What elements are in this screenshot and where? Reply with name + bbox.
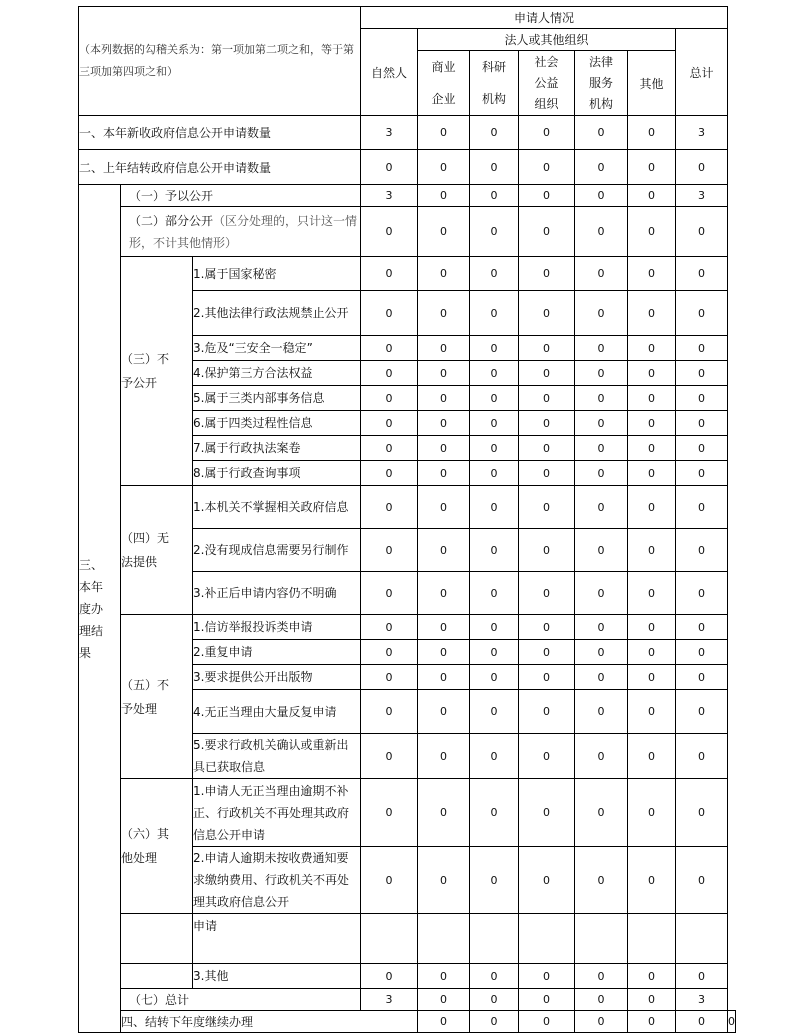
value-cell: 0 (575, 386, 628, 411)
value-cell: 0 (575, 436, 628, 461)
item-label: 1.信访举报投诉类申请 (193, 615, 361, 640)
row-label-note: （区分处理的，只计这一情形，不计其他情形） (129, 213, 358, 250)
item-label: 6.属于四类过程性信息 (193, 411, 361, 436)
value-cell: 0 (628, 665, 676, 690)
value-cell: 0 (628, 572, 676, 615)
value-cell: 0 (418, 436, 470, 461)
value-cell: 0 (628, 486, 676, 529)
value-cell: 0 (470, 779, 519, 847)
value-cell: 0 (470, 1011, 519, 1033)
value-cell: 0 (519, 734, 575, 779)
value-cell: 0 (628, 361, 676, 386)
value-cell: 0 (575, 1011, 628, 1033)
value-cell: 0 (361, 964, 418, 989)
value-cell: 0 (470, 734, 519, 779)
table-row (79, 779, 736, 847)
value-cell: 0 (628, 1011, 676, 1033)
legal-service-header (575, 51, 628, 116)
value-cell: 0 (676, 411, 728, 436)
value-cell: 0 (628, 989, 676, 1011)
value-cell: 0 (361, 150, 418, 185)
value-cell: 0 (575, 572, 628, 615)
value-cell: 0 (575, 257, 628, 291)
value-cell: 0 (519, 207, 575, 257)
value-cell: 0 (470, 486, 519, 529)
value-cell: 0 (470, 207, 519, 257)
group-label-text: （五）不予处理 (121, 677, 170, 716)
value-cell: 3 (361, 116, 418, 150)
value-cell: 0 (519, 964, 575, 989)
value-cell: 0 (575, 361, 628, 386)
value-cell: 0 (519, 847, 575, 914)
value-cell: 0 (628, 640, 676, 665)
value-cell: 0 (676, 461, 728, 486)
value-cell: 0 (519, 690, 575, 734)
section3-label-text: 三、本年度办理结果 (79, 557, 104, 660)
value-cell: 0 (628, 615, 676, 640)
item-label-continued: 申请 (193, 914, 361, 964)
value-cell: 0 (361, 640, 418, 665)
value-cell: 0 (418, 185, 470, 207)
row-label: （七）总计 (121, 989, 361, 1011)
value-cell: 0 (575, 461, 628, 486)
value-cell: 0 (519, 257, 575, 291)
empty-cell (676, 914, 728, 964)
value-cell: 0 (361, 386, 418, 411)
item-label: 1.属于国家秘密 (193, 257, 361, 291)
value-cell: 0 (361, 486, 418, 529)
value-cell: 0 (470, 964, 519, 989)
value-cell: 0 (676, 436, 728, 461)
value-cell: 0 (676, 734, 728, 779)
value-cell: 3 (676, 989, 728, 1011)
value-cell: 0 (361, 411, 418, 436)
value-cell: 0 (470, 411, 519, 436)
value-cell: 0 (519, 336, 575, 361)
value-cell: 0 (575, 486, 628, 529)
value-cell: 0 (470, 116, 519, 150)
value-cell: 0 (519, 529, 575, 572)
row-label: 四、结转下年度继续办理 (121, 1011, 418, 1033)
value-cell: 0 (418, 779, 470, 847)
item-label: 4.保护第三方合法权益 (193, 361, 361, 386)
value-cell: 0 (628, 964, 676, 989)
value-cell: 0 (519, 386, 575, 411)
value-cell: 0 (361, 690, 418, 734)
total-header: 总计 (676, 29, 728, 116)
value-cell: 0 (676, 1011, 728, 1033)
value-cell: 0 (519, 461, 575, 486)
commercial-header (418, 51, 470, 116)
value-cell: 0 (628, 436, 676, 461)
value-cell: 0 (418, 291, 470, 336)
value-cell: 0 (361, 361, 418, 386)
value-cell: 0 (676, 291, 728, 336)
value-cell: 0 (361, 665, 418, 690)
value-cell: 0 (470, 291, 519, 336)
value-cell: 0 (418, 361, 470, 386)
value-cell: 0 (575, 411, 628, 436)
value-cell: 0 (519, 615, 575, 640)
group-label-text: （四）无法提供 (121, 531, 170, 569)
table-row (79, 150, 736, 185)
value-cell: 0 (418, 615, 470, 640)
value-cell: 0 (418, 665, 470, 690)
value-cell: 0 (470, 640, 519, 665)
value-cell: 0 (418, 486, 470, 529)
value-cell: 0 (628, 291, 676, 336)
commercial-header-text: 商业企业 (431, 60, 456, 106)
value-cell: 0 (418, 640, 470, 665)
value-cell: 0 (519, 1011, 575, 1033)
value-cell: 0 (470, 461, 519, 486)
item-label: 5.属于三类内部事务信息 (193, 386, 361, 411)
value-cell: 0 (470, 665, 519, 690)
value-cell: 0 (361, 461, 418, 486)
table-row (79, 964, 736, 989)
value-cell: 0 (519, 185, 575, 207)
value-cell: 0 (519, 989, 575, 1011)
item-label: 3.危及“三安全一稳定” (193, 336, 361, 361)
table-row (79, 257, 736, 291)
value-cell: 0 (470, 185, 519, 207)
value-cell: 0 (519, 779, 575, 847)
value-cell: 0 (418, 1011, 470, 1033)
value-cell: 0 (628, 461, 676, 486)
item-label: 1.本机关不掌握相关政府信息 (193, 486, 361, 529)
value-cell: 0 (470, 529, 519, 572)
value-cell: 0 (361, 572, 418, 615)
value-cell: 0 (361, 847, 418, 914)
value-cell: 0 (575, 291, 628, 336)
value-cell: 0 (676, 964, 728, 989)
value-cell: 0 (676, 150, 728, 185)
value-cell: 0 (575, 615, 628, 640)
item-label: 3.要求提供公开出版物 (193, 665, 361, 690)
value-cell: 0 (676, 486, 728, 529)
value-cell: 0 (519, 640, 575, 665)
value-cell: 0 (676, 361, 728, 386)
value-cell: 0 (628, 411, 676, 436)
group-label (121, 486, 193, 615)
item-label: 3.补正后申请内容仍不明确 (193, 572, 361, 615)
value-cell: 0 (470, 336, 519, 361)
item-label: 5.要求行政机关确认或重新出具已获取信息 (193, 734, 361, 779)
value-cell: 0 (470, 690, 519, 734)
value-cell: 0 (470, 361, 519, 386)
value-cell: 0 (418, 989, 470, 1011)
value-cell: 0 (418, 529, 470, 572)
table-row (79, 914, 736, 964)
value-cell: 0 (470, 572, 519, 615)
value-cell: 0 (676, 640, 728, 665)
value-cell: 0 (519, 665, 575, 690)
row-label: 一、本年新收政府信息公开申请数量 (79, 116, 361, 150)
value-cell: 0 (575, 964, 628, 989)
value-cell: 0 (575, 989, 628, 1011)
value-cell: 0 (418, 411, 470, 436)
value-cell: 0 (519, 116, 575, 150)
value-cell: 0 (676, 615, 728, 640)
empty-cell (361, 914, 418, 964)
natural-person-header: 自然人 (361, 29, 418, 116)
disclosure-stats-table (78, 6, 736, 1033)
value-cell: 0 (361, 336, 418, 361)
value-cell: 0 (575, 640, 628, 665)
value-cell: 0 (418, 207, 470, 257)
table-row (79, 1011, 736, 1033)
table-row (79, 989, 736, 1011)
value-cell: 0 (676, 690, 728, 734)
item-label: 7.属于行政执法案卷 (193, 436, 361, 461)
row-label: （一）予以公开 (121, 185, 361, 207)
value-cell: 0 (575, 529, 628, 572)
group-label-text: （三）不予公开 (121, 352, 170, 390)
item-label: 4.无正当理由大量反复申请 (193, 690, 361, 734)
row-label-main: （二）部分公开 (129, 213, 214, 228)
item-label: 2.申请人逾期未按收费通知要求缴纳费用、行政机关不再处理其政府信息公开 (193, 847, 361, 914)
value-cell: 0 (418, 150, 470, 185)
value-cell: 0 (575, 665, 628, 690)
value-cell: 0 (361, 291, 418, 336)
empty-cell (628, 914, 676, 964)
value-cell: 0 (676, 336, 728, 361)
value-cell: 3 (361, 185, 418, 207)
table-row (79, 207, 736, 257)
value-cell: 0 (676, 779, 728, 847)
group-label-text: （六）其他处理 (121, 827, 170, 865)
value-cell: 0 (676, 207, 728, 257)
value-cell: 0 (575, 847, 628, 914)
item-label: 2.没有现成信息需要另行制作 (193, 529, 361, 572)
value-cell: 0 (628, 116, 676, 150)
value-cell: 0 (676, 257, 728, 291)
value-cell: 0 (418, 847, 470, 914)
empty-cell (575, 914, 628, 964)
value-cell: 0 (628, 690, 676, 734)
value-cell: 0 (418, 386, 470, 411)
value-cell: 0 (418, 690, 470, 734)
value-cell: 0 (418, 572, 470, 615)
value-cell: 0 (418, 964, 470, 989)
value-cell: 0 (628, 207, 676, 257)
value-cell: 0 (418, 257, 470, 291)
value-cell: 0 (628, 529, 676, 572)
value-cell: 0 (361, 615, 418, 640)
value-cell: 0 (628, 779, 676, 847)
value-cell: 0 (361, 529, 418, 572)
value-cell: 0 (418, 336, 470, 361)
value-cell: 0 (676, 529, 728, 572)
value-cell: 0 (470, 847, 519, 914)
value-cell: 0 (628, 734, 676, 779)
social-header-text: 社会公益组织 (534, 54, 559, 111)
item-label: 2.重复申请 (193, 640, 361, 665)
value-cell: 0 (519, 150, 575, 185)
value-cell: 0 (628, 336, 676, 361)
group-label (121, 779, 193, 914)
empty-cell (121, 964, 193, 989)
value-cell: 0 (575, 150, 628, 185)
item-label: 2.其他法律行政法规禁止公开 (193, 291, 361, 336)
value-cell: 0 (418, 734, 470, 779)
value-cell: 0 (575, 116, 628, 150)
value-cell: 0 (361, 734, 418, 779)
value-cell: 0 (628, 150, 676, 185)
table-row (79, 185, 736, 207)
value-cell: 0 (470, 615, 519, 640)
value-cell: 0 (519, 411, 575, 436)
research-header-text: 科研机构 (481, 60, 506, 106)
value-cell: 0 (575, 185, 628, 207)
value-cell: 0 (728, 1011, 736, 1033)
value-cell: 0 (519, 361, 575, 386)
table-row (79, 615, 736, 640)
value-cell: 0 (628, 185, 676, 207)
value-cell: 0 (575, 734, 628, 779)
value-cell: 0 (361, 207, 418, 257)
item-label: 3.其他 (193, 964, 361, 989)
section3-label (79, 185, 121, 1033)
other-header: 其他 (628, 51, 676, 116)
value-cell: 0 (470, 150, 519, 185)
row-label (121, 207, 361, 257)
value-cell: 0 (470, 257, 519, 291)
legal-service-header-text: 法律服务机构 (588, 54, 613, 111)
value-cell: 0 (676, 386, 728, 411)
value-cell: 0 (676, 847, 728, 914)
value-cell: 3 (361, 989, 418, 1011)
value-cell: 0 (519, 291, 575, 336)
value-cell: 0 (575, 207, 628, 257)
value-cell: 0 (519, 486, 575, 529)
value-cell: 0 (676, 665, 728, 690)
table-row (79, 116, 736, 150)
value-cell: 0 (628, 386, 676, 411)
item-label: 8.属于行政查询事项 (193, 461, 361, 486)
applicant-situation-header: 申请人情况 (361, 7, 728, 29)
empty-cell (121, 914, 193, 964)
value-cell: 0 (575, 779, 628, 847)
value-cell: 0 (676, 572, 728, 615)
row-label: 二、上年结转政府信息公开申请数量 (79, 150, 361, 185)
social-header (519, 51, 575, 116)
legal-org-header: 法人或其他组织 (418, 29, 676, 51)
table-row (79, 486, 736, 529)
value-cell: 3 (676, 116, 728, 150)
value-cell: 0 (575, 336, 628, 361)
item-label: 1.申请人无正当理由逾期不补正、行政机关不再处理其政府信息公开申请 (193, 779, 361, 847)
value-cell: 0 (418, 461, 470, 486)
value-cell: 0 (628, 257, 676, 291)
group-label (121, 615, 193, 779)
value-cell: 0 (470, 436, 519, 461)
formula-note: （本列数据的勾稽关系为：第一项加第二项之和，等于第三项加第四项之和） (79, 7, 361, 116)
research-header (470, 51, 519, 116)
value-cell: 0 (361, 257, 418, 291)
value-cell: 3 (676, 185, 728, 207)
empty-cell (519, 914, 575, 964)
value-cell: 0 (361, 779, 418, 847)
value-cell: 0 (628, 847, 676, 914)
value-cell: 0 (519, 572, 575, 615)
value-cell: 0 (418, 116, 470, 150)
value-cell: 0 (575, 690, 628, 734)
empty-cell (418, 914, 470, 964)
value-cell: 0 (361, 436, 418, 461)
value-cell: 0 (519, 436, 575, 461)
value-cell: 0 (470, 386, 519, 411)
group-label (121, 257, 193, 486)
value-cell: 0 (470, 989, 519, 1011)
empty-cell (470, 914, 519, 964)
